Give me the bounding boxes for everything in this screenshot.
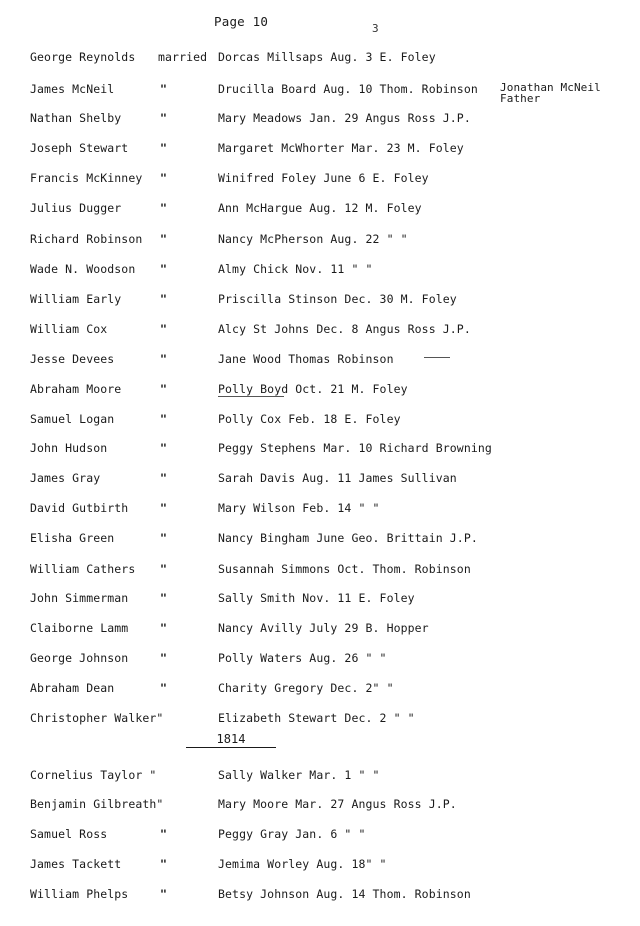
bride-details: Priscilla Stinson Dec. 30 M. Foley — [218, 292, 457, 306]
groom-name: James McNeil — [30, 82, 115, 96]
bride-details: Betsy Johnson Aug. 14 Thom. Robinson — [218, 887, 471, 901]
bride-details: Jemima Worley Aug. 18" " — [218, 857, 387, 871]
bride-details: Susannah Simmons Oct. Thom. Robinson — [218, 562, 471, 576]
ditto-mark: " — [160, 887, 168, 901]
bride-details: Peggy Stephens Mar. 10 Richard Browning — [218, 441, 492, 455]
bride-details: Polly Boyd Oct. 21 M. Foley — [218, 382, 408, 396]
pen-stroke — [424, 357, 450, 358]
groom-name: George Reynolds — [30, 50, 136, 64]
bride-details: Nancy Avilly July 29 B. Hopper — [218, 621, 429, 635]
ditto-mark: " — [160, 232, 168, 246]
ditto-mark: " — [160, 501, 168, 515]
ditto-mark: " — [160, 441, 168, 455]
pen-underline — [218, 396, 284, 397]
bride-details: Jane Wood Thomas Robinson — [218, 352, 394, 366]
bride-details: Nancy McPherson Aug. 22 " " — [218, 232, 408, 246]
groom-name: Wade N. Woodson — [30, 262, 136, 276]
bride-details: Sally Smith Nov. 11 E. Foley — [218, 591, 415, 605]
bride-details: Ann McHargue Aug. 12 M. Foley — [218, 201, 422, 215]
groom-name: Claiborne Lamm — [30, 621, 129, 635]
bride-details: Almy Chick Nov. 11 " " — [218, 262, 373, 276]
ditto-mark: " — [160, 82, 168, 96]
ditto-mark: " — [160, 382, 168, 396]
groom-name: Francis McKinney — [30, 171, 143, 185]
bride-details: Mary Wilson Feb. 14 " " — [218, 501, 380, 515]
groom-name: John Simmerman — [30, 591, 129, 605]
groom-name: James Gray — [30, 471, 101, 485]
bride-details: Polly Cox Feb. 18 E. Foley — [218, 412, 401, 426]
bride-details: Dorcas Millsaps Aug. 3 E. Foley — [218, 50, 436, 64]
bride-details: Alcy St Johns Dec. 8 Angus Ross J.P. — [218, 322, 471, 336]
ditto-mark: " — [160, 621, 168, 635]
groom-name: James Tackett — [30, 857, 122, 871]
ditto-mark: " — [160, 171, 168, 185]
ditto-mark: " — [160, 352, 168, 366]
bride-details: Elizabeth Stewart Dec. 2 " " — [218, 711, 415, 725]
ditto-mark: " — [160, 141, 168, 155]
ditto-mark: " — [160, 827, 168, 841]
bride-details: Sarah Davis Aug. 11 James Sullivan — [218, 471, 457, 485]
bride-details: Sally Walker Mar. 1 " " — [218, 768, 380, 782]
groom-name: Nathan Shelby — [30, 111, 122, 125]
groom-name: Cornelius Taylor " — [30, 768, 157, 782]
bride-details: Charity Gregory Dec. 2" " — [218, 681, 394, 695]
bride-details: Margaret McWhorter Mar. 23 M. Foley — [218, 141, 464, 155]
groom-name: Elisha Green — [30, 531, 115, 545]
groom-name: William Phelps — [30, 887, 129, 901]
ditto-mark: " — [160, 471, 168, 485]
ditto-mark: " — [160, 591, 168, 605]
bride-details: Winifred Foley June 6 E. Foley — [218, 171, 429, 185]
ditto-mark: " — [160, 681, 168, 695]
groom-name: Abraham Moore — [30, 382, 122, 396]
page-title: Page 10 — [214, 14, 269, 29]
groom-name: Christopher Walker" — [30, 711, 164, 725]
ditto-mark: " — [160, 531, 168, 545]
groom-name: Joseph Stewart — [30, 141, 129, 155]
groom-name: Julius Dugger — [30, 201, 122, 215]
bride-details: Mary Meadows Jan. 29 Angus Ross J.P. — [218, 111, 471, 125]
groom-name: William Cathers — [30, 562, 136, 576]
groom-name: William Early — [30, 292, 122, 306]
groom-name: Benjamin Gilbreath" — [30, 797, 164, 811]
relation-text: married — [158, 50, 208, 64]
ditto-mark: " — [160, 262, 168, 276]
groom-name: Richard Robinson — [30, 232, 143, 246]
ditto-mark: " — [160, 292, 168, 306]
ditto-mark: " — [160, 412, 168, 426]
ditto-mark: " — [160, 111, 168, 125]
groom-name: George Johnson — [30, 651, 129, 665]
groom-name: John Hudson — [30, 441, 108, 455]
side-note: Jonathan McNeil Father — [500, 81, 601, 105]
year-divider: 1814 — [186, 732, 276, 748]
corner-mark: 3 — [372, 22, 379, 35]
groom-name: Samuel Ross — [30, 827, 108, 841]
ditto-mark: " — [160, 322, 168, 336]
groom-name: Abraham Dean — [30, 681, 115, 695]
bride-details: Drucilla Board Aug. 10 Thom. Robinson — [218, 82, 478, 96]
ditto-mark: " — [160, 651, 168, 665]
groom-name: William Cox — [30, 322, 108, 336]
bride-details: Mary Moore Mar. 27 Angus Ross J.P. — [218, 797, 457, 811]
groom-name: David Gutbirth — [30, 501, 129, 515]
bride-details: Peggy Gray Jan. 6 " " — [218, 827, 366, 841]
ditto-mark: " — [160, 201, 168, 215]
ditto-mark: " — [160, 562, 168, 576]
ditto-mark: " — [160, 857, 168, 871]
bride-details: Polly Waters Aug. 26 " " — [218, 651, 387, 665]
groom-name: Samuel Logan — [30, 412, 115, 426]
bride-details: Nancy Bingham June Geo. Brittain J.P. — [218, 531, 478, 545]
groom-name: Jesse Devees — [30, 352, 115, 366]
